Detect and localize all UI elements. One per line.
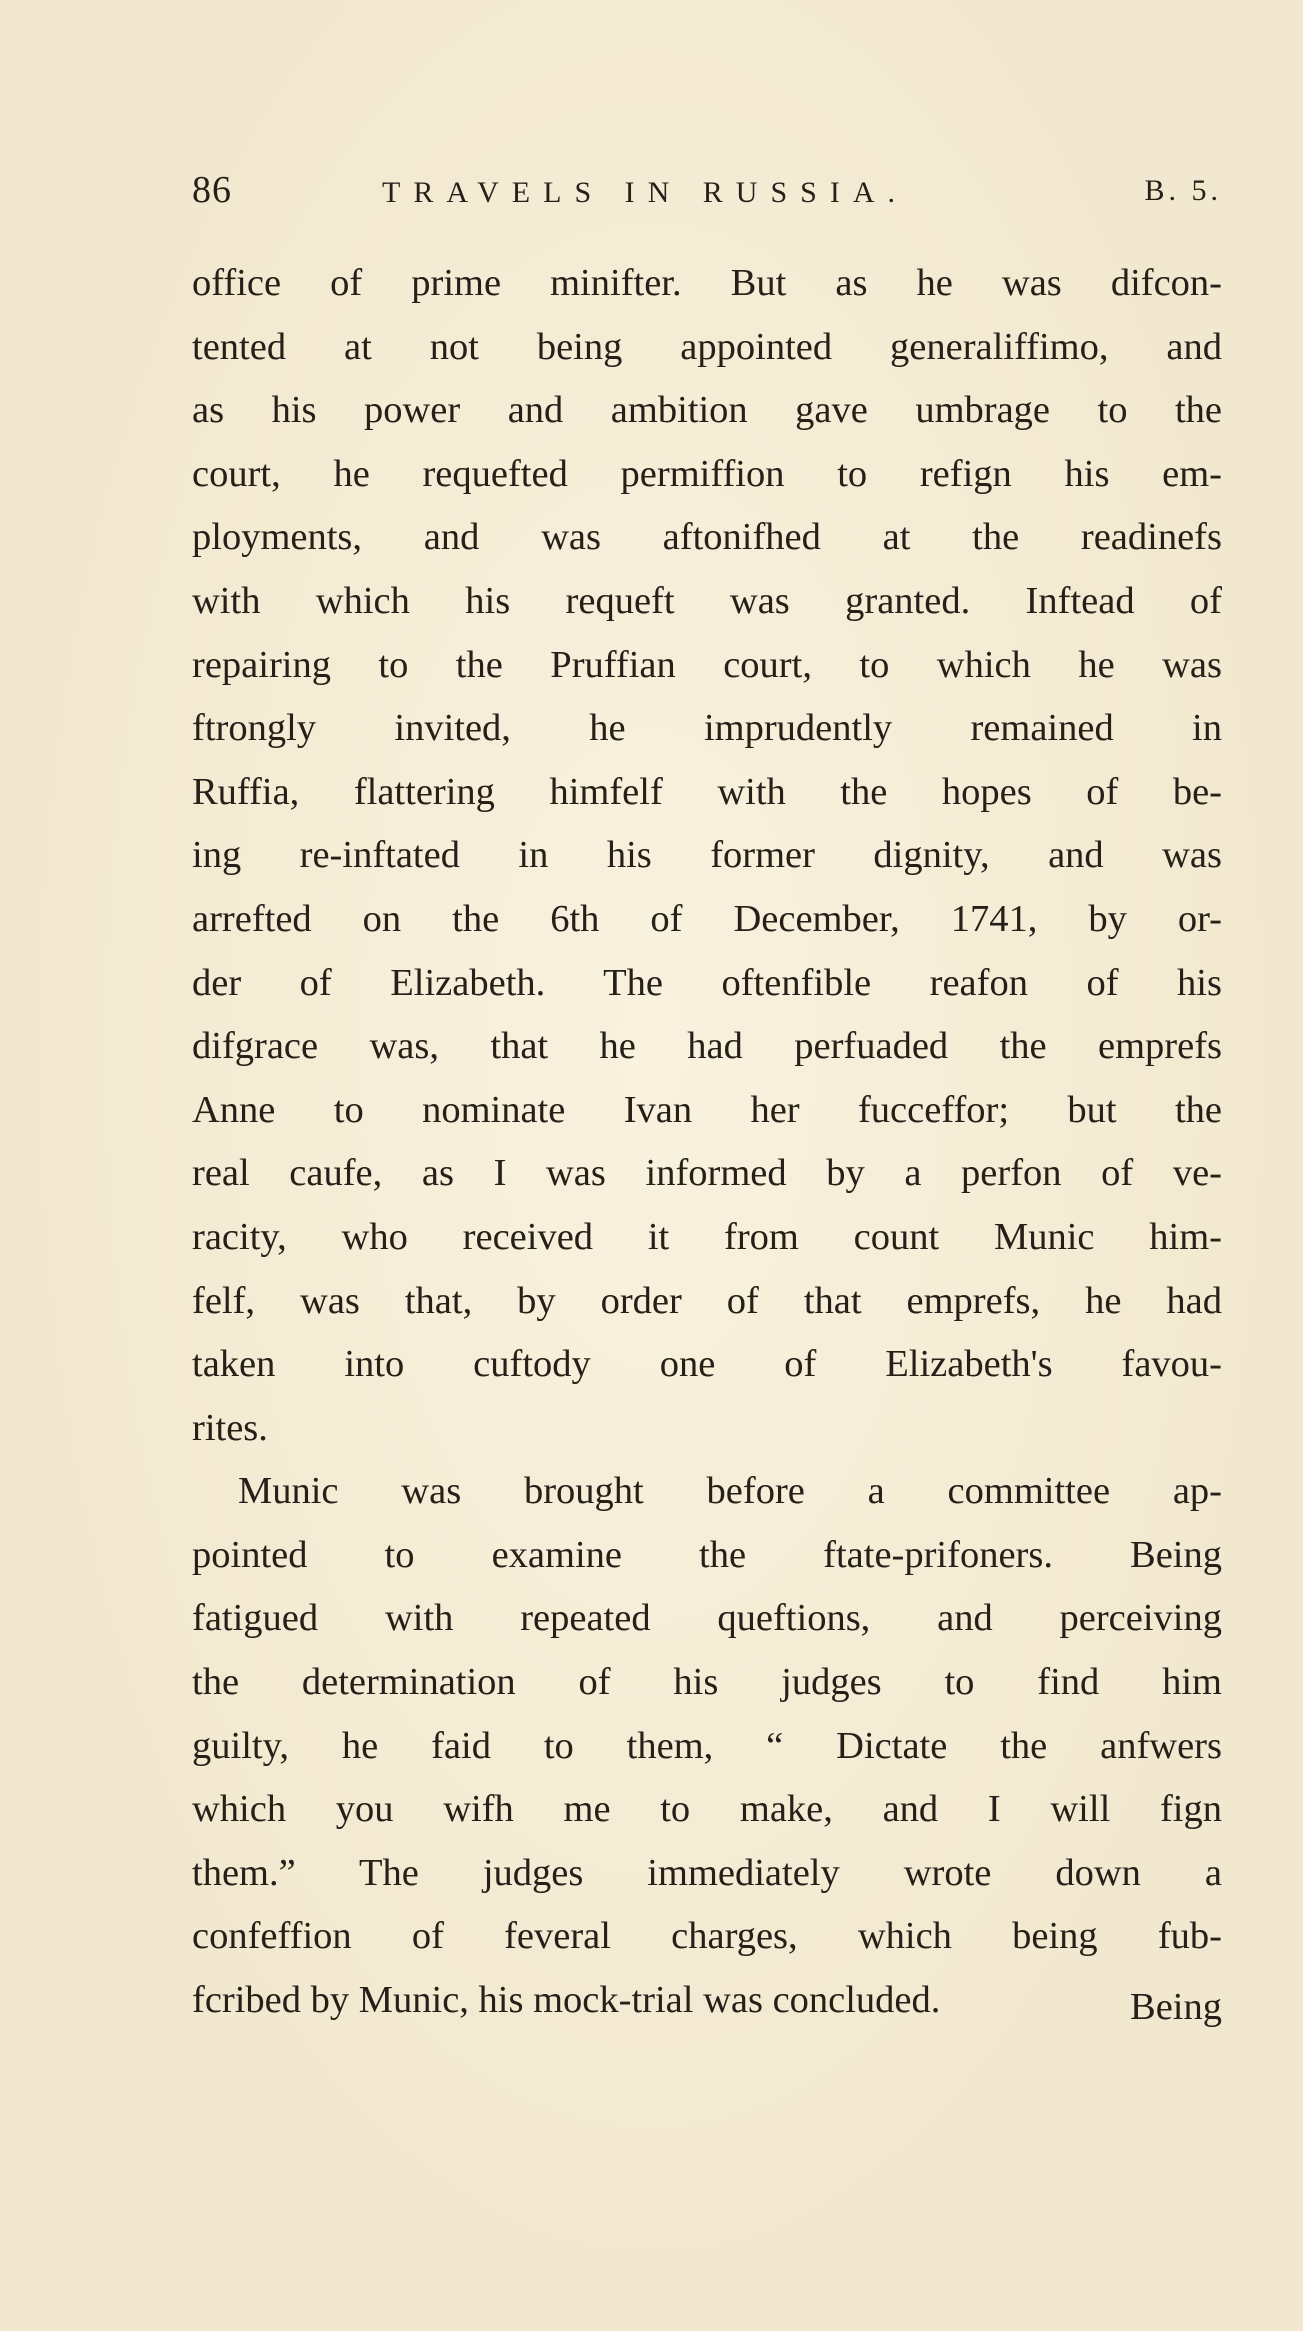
text-line: the determination of his judges to find him xyxy=(192,1661,1222,1704)
text-line: which you wifh me to make, and I will fign xyxy=(192,1788,1222,1831)
text-line: ftrongly invited, he imprudently remained in xyxy=(192,707,1222,750)
text-line: arrefted on the 6th of December, 1741, by or- xyxy=(192,897,1222,940)
text-line: fcribed by Munic, his mock-trial was concluded. xyxy=(192,1979,941,2022)
page-number: 86 xyxy=(192,169,232,211)
text-line: as his power and ambition gave umbrage to the xyxy=(192,389,1222,432)
text-line: real caufe, as I was informed by a perfon of ve- xyxy=(192,1152,1222,1195)
text-line: office of prime minifter. But as he was difcon- xyxy=(192,262,1222,304)
catchword: Being xyxy=(1130,1986,1222,2028)
section-mark: B. 5. xyxy=(1144,174,1222,207)
text-line: Munic was brought before a committee ap- xyxy=(238,1470,1222,1513)
paragraph xyxy=(192,252,1222,1460)
text-line: der of Elizabeth. The oftenfible reafon of his xyxy=(192,961,1222,1004)
text-line: court, he requefted permiffion to refign his em- xyxy=(192,452,1222,495)
text-line: Anne to nominate Ivan her fucceffor; but the xyxy=(192,1088,1222,1131)
text-line: confeffion of feveral charges, which being fub- xyxy=(192,1915,1222,1958)
text-line: pointed to examine the ftate-prifoners. Being xyxy=(192,1533,1222,1576)
text-line: with which his requeft was granted. Inftead of xyxy=(192,579,1222,622)
text-line: tented at not being appointed generaliffimo, and xyxy=(192,325,1222,368)
running-title: TRAVELS IN RUSSIA. xyxy=(382,176,908,209)
text-line: repairing to the Pruffian court, to which he was xyxy=(192,643,1222,686)
text-line: taken into cuftody one of Elizabeth's favou- xyxy=(192,1343,1222,1386)
text-line: racity, who received it from count Munic him- xyxy=(192,1215,1222,1258)
text-line: Ruffia, flattering himfelf with the hopes of be- xyxy=(192,770,1222,813)
text-line: difgrace was, that he had perfuaded the emprefs xyxy=(192,1025,1222,1068)
text-line: them.” The judges immediately wrote down a xyxy=(192,1851,1222,1894)
text-line: guilty, he faid to them, “ Dictate the anfwers xyxy=(192,1724,1222,1767)
body-text xyxy=(192,252,1222,2033)
text-line: felf, was that, by order of that emprefs, he had xyxy=(192,1279,1222,1322)
text-line: ployments, and was aftonifhed at the readinefs xyxy=(192,516,1222,559)
text-line: rites. xyxy=(192,1406,268,1449)
text-line: ing re-inftated in his former dignity, and was xyxy=(192,834,1222,877)
page-header xyxy=(192,168,1222,228)
paragraph xyxy=(192,1460,1222,2032)
text-line: fatigued with repeated queftions, and perceiving xyxy=(192,1597,1222,1640)
